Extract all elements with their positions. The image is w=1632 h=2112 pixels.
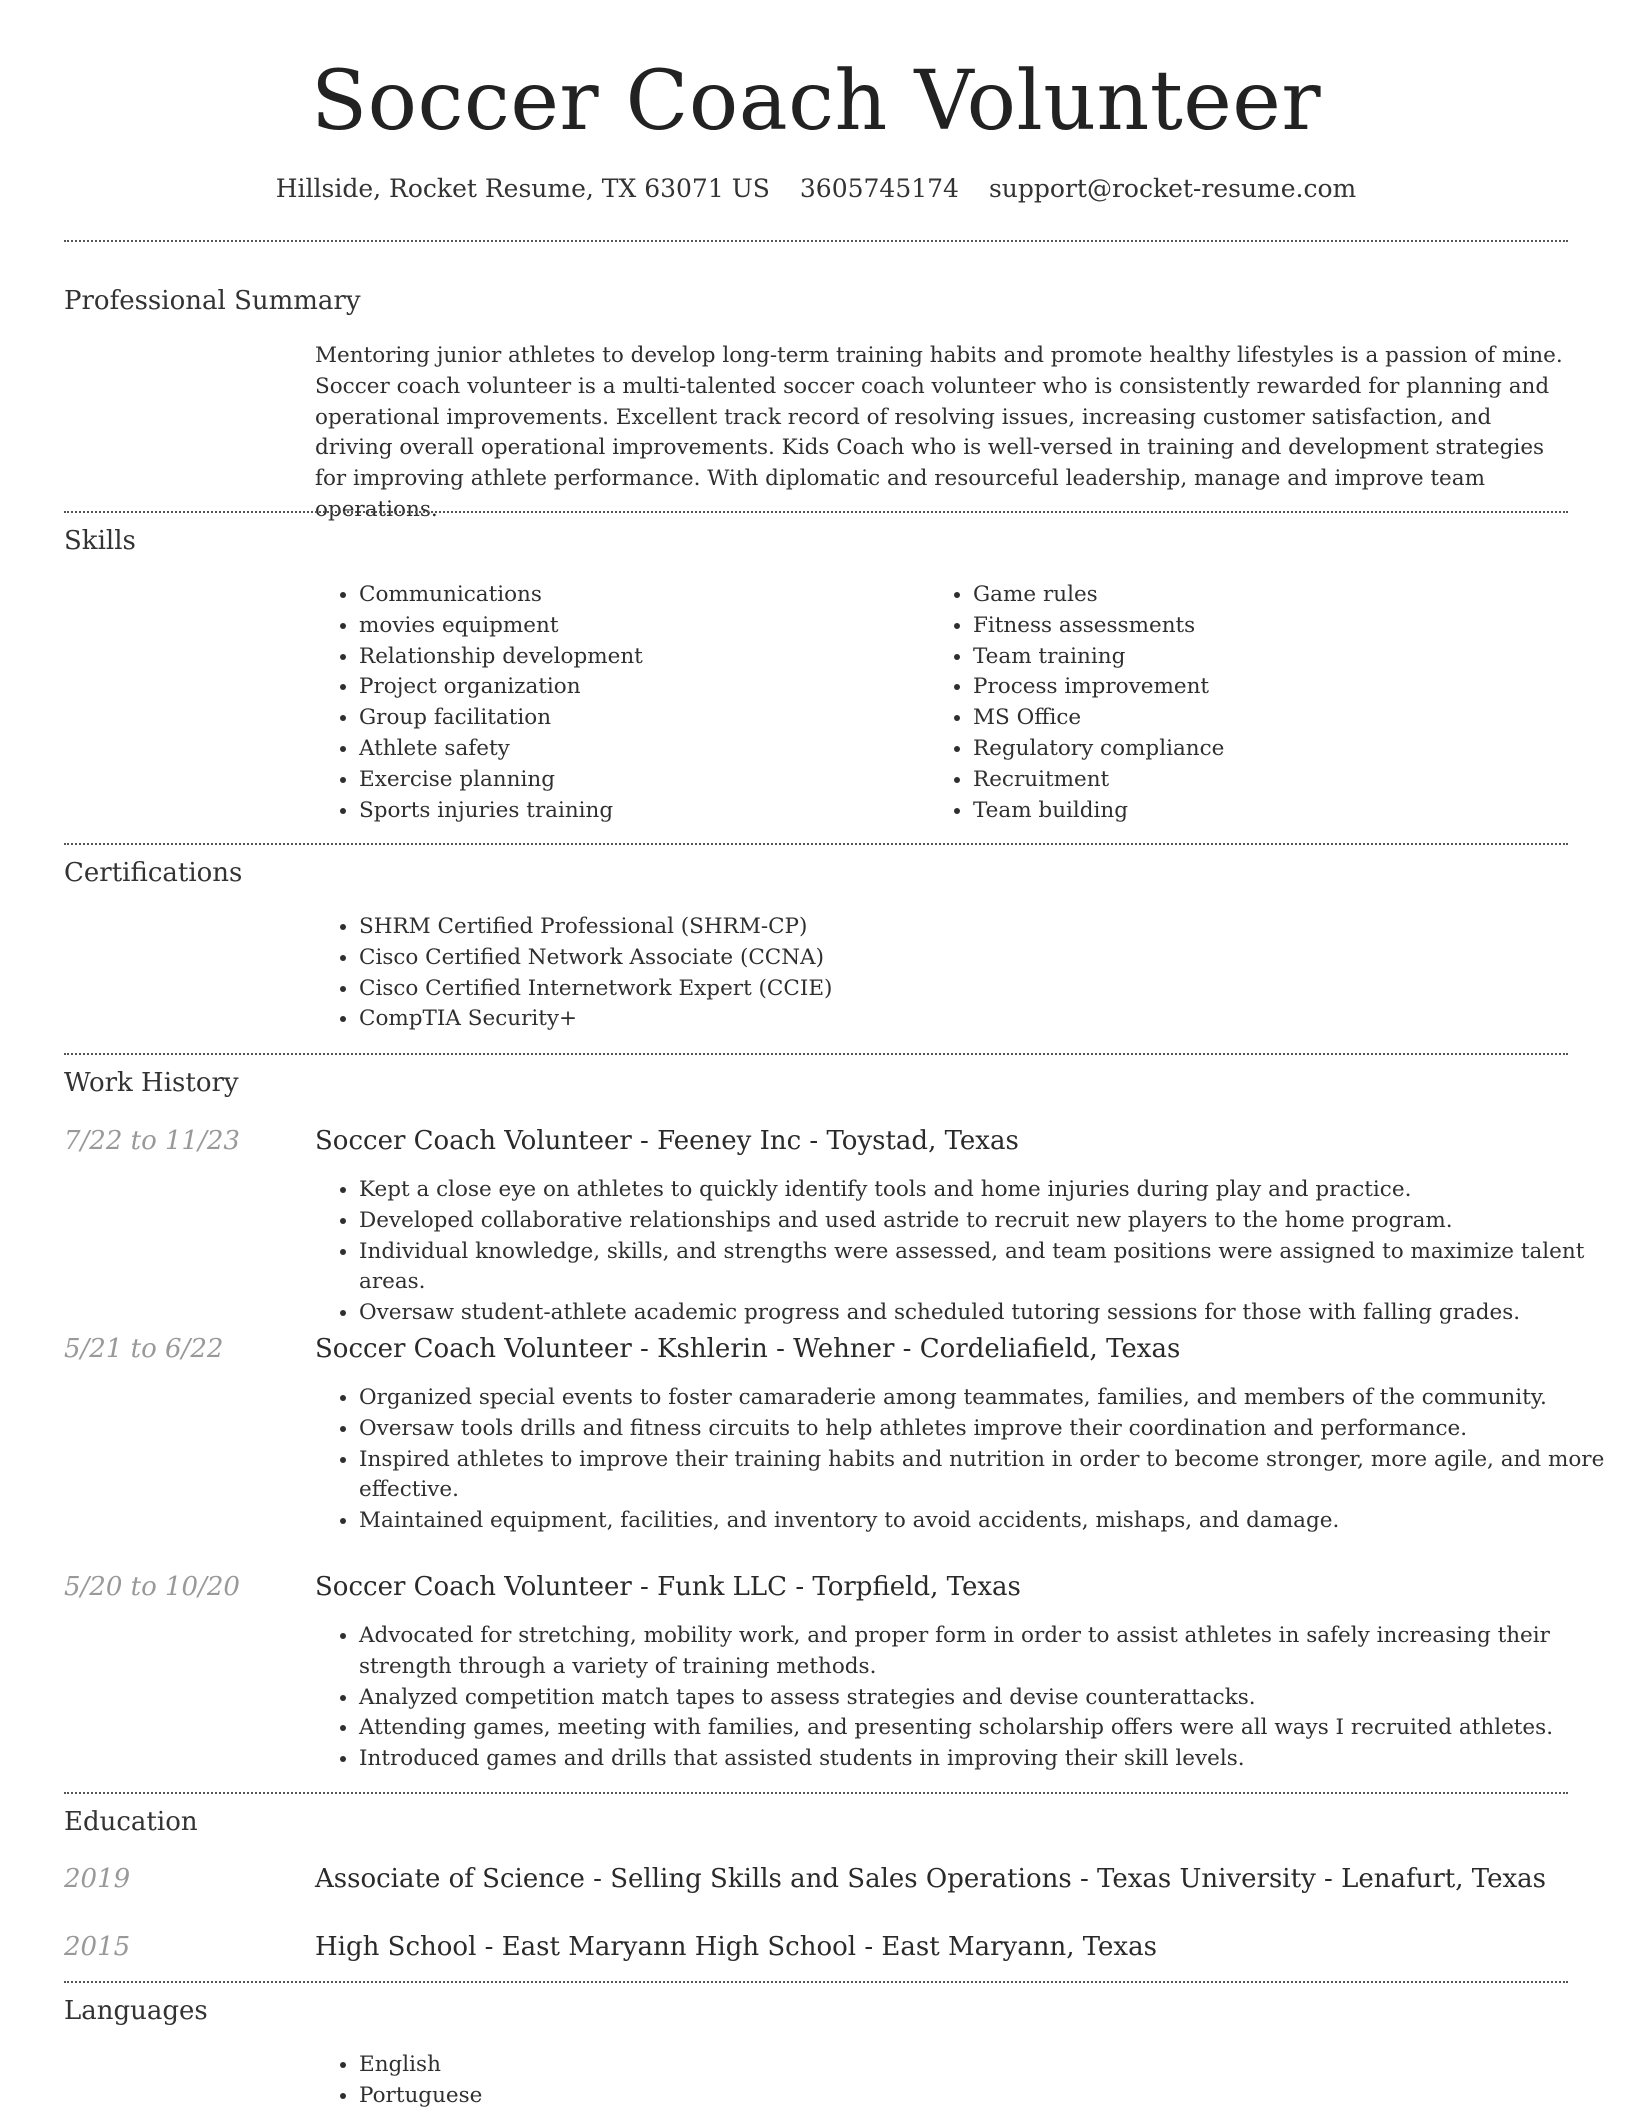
skill-item: • Relationship development <box>359 642 919 673</box>
job-bullets <box>315 1175 1613 1329</box>
job-bullet: • Analyzed competition match tapes to assess strategies and devise counterattacks. <box>359 1683 1613 1714</box>
certification-item: • Cisco Certified Network Associate (CCNA) <box>359 943 1613 974</box>
section-title-languages: Languages <box>64 1996 208 2026</box>
language-item: • Portuguese <box>359 2081 1613 2112</box>
certifications-list <box>315 912 1613 1035</box>
skill-item: • movies equipment <box>359 611 919 642</box>
job-heading: Soccer Coach Volunteer - Funk LLC - Torpfield, Texas <box>315 1572 1021 1602</box>
job-dates: 5/20 to 10/20 <box>64 1572 240 1602</box>
skill-item: • Communications <box>359 580 919 611</box>
section-divider <box>64 1053 1568 1055</box>
contact-email: support@rocket-resume.com <box>988 174 1357 203</box>
skill-item: • Team training <box>973 642 1573 673</box>
job-bullet: • Introduced games and drills that assisted students in improving their skill levels. <box>359 1744 1613 1775</box>
section-divider <box>64 1981 1568 1983</box>
job-bullets <box>315 1383 1613 1537</box>
job-bullet: • Inspired athletes to improve their training habits and nutrition in order to become stronger, more agile, and more effective. <box>359 1445 1613 1507</box>
skill-item: • Regulatory compliance <box>973 734 1573 765</box>
skills-list-left <box>315 580 919 826</box>
language-item: • English <box>359 2050 1613 2081</box>
skill-item: • Project organization <box>359 672 919 703</box>
skill-item: • Team building <box>973 796 1573 827</box>
summary-text: Mentoring junior athletes to develop long-term training habits and promote healthy lifestyles is a passion of mine. Soccer coach volunteer is a multi-talented soccer coach volunteer who is consistently rewarded for planning and operational improvements. Excellent track record of resolving issues, increasing customer satisfaction, and driving overall operational improvements. Kids Coach who is well-versed in training and development strategies for improving athlete performance. With diplomatic and resourceful leadership, manage and improve team operations. <box>315 343 1563 522</box>
certification-item: • Cisco Certified Internetwork Expert (CCIE) <box>359 974 1613 1005</box>
job-bullet: • Maintained equipment, facilities, and inventory to avoid accidents, mishaps, and damage. <box>359 1506 1613 1537</box>
skill-item: • MS Office <box>973 703 1573 734</box>
job-bullet: • Developed collaborative relationships and used astride to recruit new players to the home program. <box>359 1206 1613 1237</box>
job-heading: Soccer Coach Volunteer - Feeney Inc - Toystad, Texas <box>315 1126 1019 1156</box>
section-title-skills: Skills <box>64 526 136 556</box>
skill-item: • Recruitment <box>973 765 1573 796</box>
job-bullet: • Attending games, meeting with families, and presenting scholarship offers were all ways I recruited athletes. <box>359 1713 1613 1744</box>
skill-item: • Fitness assessments <box>973 611 1573 642</box>
job-bullet: • Oversaw tools drills and fitness circuits to help athletes improve their coordination and performance. <box>359 1414 1613 1445</box>
education-year: 2015 <box>64 1932 131 1962</box>
section-divider <box>64 240 1568 242</box>
certification-item: • SHRM Certified Professional (SHRM-CP) <box>359 912 1613 943</box>
education-entry: Associate of Science - Selling Skills and Sales Operations - Texas University - Lenafurt, Texas <box>315 1864 1546 1894</box>
skill-item: • Sports injuries training <box>359 796 919 827</box>
job-bullet: • Organized special events to foster camaraderie among teammates, families, and members of the community. <box>359 1383 1613 1414</box>
job-bullet: • Advocated for stretching, mobility work, and proper form in order to assist athletes in safely increasing their strength through a variety of training methods. <box>359 1621 1613 1683</box>
job-dates: 5/21 to 6/22 <box>64 1334 224 1364</box>
skill-item: • Game rules <box>973 580 1573 611</box>
job-bullet: • Individual knowledge, skills, and strengths were assessed, and team positions were assigned to maximize talent areas. <box>359 1237 1613 1299</box>
job-bullets <box>315 1621 1613 1775</box>
section-divider <box>64 843 1568 845</box>
languages-list <box>315 2050 1613 2112</box>
skill-item: • Exercise planning <box>359 765 919 796</box>
job-dates: 7/22 to 11/23 <box>64 1126 240 1156</box>
candidate-name: Soccer Coach Volunteer <box>310 54 1322 149</box>
section-divider <box>64 1792 1568 1794</box>
contact-phone: 3605745174 <box>799 174 959 203</box>
skills-list-right <box>929 580 1573 826</box>
skill-item: • Group facilitation <box>359 703 919 734</box>
skill-item: • Process improvement <box>973 672 1573 703</box>
section-title-education: Education <box>64 1807 198 1837</box>
job-bullet: • Oversaw student-athlete academic progress and scheduled tutoring sessions for those with falling grades. <box>359 1298 1613 1329</box>
section-title-summary: Professional Summary <box>64 286 361 316</box>
section-title-certifications: Certifications <box>64 858 243 888</box>
contact-line <box>0 172 1632 206</box>
job-heading: Soccer Coach Volunteer - Kshlerin - Wehner - Cordeliafield, Texas <box>315 1334 1181 1364</box>
skill-item: • Athlete safety <box>359 734 919 765</box>
certification-item: • CompTIA Security+ <box>359 1004 1613 1035</box>
section-divider <box>64 511 1568 513</box>
contact-address: Hillside, Rocket Resume, TX 63071 US <box>275 174 770 203</box>
education-entry: High School - East Maryann High School - East Maryann, Texas <box>315 1932 1157 1962</box>
education-year: 2019 <box>64 1864 131 1894</box>
section-title-work-history: Work History <box>64 1068 239 1098</box>
job-bullet: • Kept a close eye on athletes to quickly identify tools and home injuries during play and practice. <box>359 1175 1613 1206</box>
